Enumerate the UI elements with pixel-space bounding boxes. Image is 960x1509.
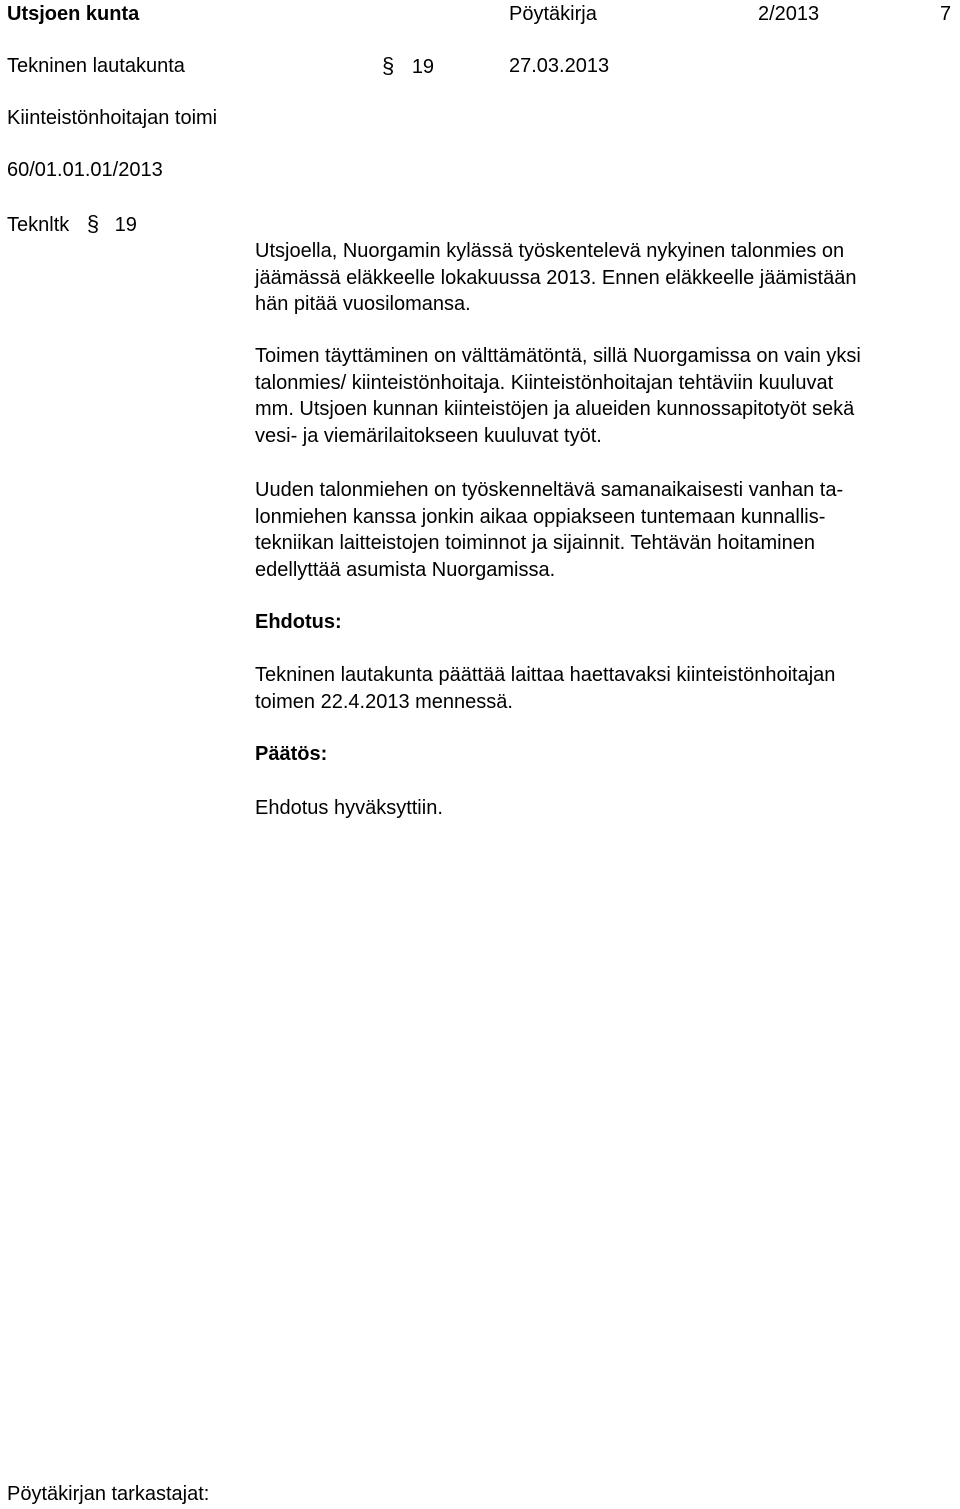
paragraph-requirements bbox=[255, 477, 955, 583]
previous-reference bbox=[7, 211, 137, 238]
paragraph-background bbox=[255, 238, 955, 318]
section-number: 19 bbox=[411, 56, 435, 78]
document-type: Pöytäkirja bbox=[509, 3, 597, 25]
reviewers-label: Pöytäkirjan tarkastajat: bbox=[7, 1483, 210, 1505]
matter-title: Kiinteistönhoitajan toimi bbox=[7, 107, 218, 129]
paragraph-line: hän pitää vuosilomansa. bbox=[255, 293, 471, 315]
paragraph-line: Toimen täyttäminen on välttämätöntä, sillä Nuorgamissa on vain yksi bbox=[255, 345, 861, 367]
page-number: 7 bbox=[940, 3, 952, 25]
paragraph-line: jäämässä eläkkeelle lokakuussa 2013. Ennen eläkkeelle jäämistään bbox=[255, 266, 857, 289]
paragraph-duties bbox=[255, 343, 955, 449]
paragraph-line: Utsjoella, Nuorgamin kylässä työskentelevä nykyinen talonmies on bbox=[255, 240, 845, 262]
municipality-name: Utsjoen kunta bbox=[7, 3, 140, 25]
paragraph-line: lonmiehen kanssa jonkin aikaa oppiakseen tuntemaan kunnallis- bbox=[255, 505, 826, 528]
reference-section-symbol: § bbox=[86, 211, 100, 236]
file-code: 60/01.01.01/2013 bbox=[7, 159, 163, 181]
decision-text: Ehdotus hyväksyttiin. bbox=[255, 797, 443, 819]
meeting-date: 27.03.2013 bbox=[509, 55, 610, 77]
committee-name: Tekninen lautakunta bbox=[7, 55, 185, 77]
reference-section-number: 19 bbox=[114, 214, 137, 236]
proposal-line: Tekninen lautakunta päättää laittaa haettavaksi kiinteistönhoitajan bbox=[255, 664, 836, 686]
paragraph-line: Uuden talonmiehen on työskenneltävä samanaikaisesti vanhan ta- bbox=[255, 479, 844, 501]
section-reference bbox=[382, 53, 434, 80]
reference-label: Teknltk bbox=[7, 214, 70, 236]
decision-heading: Päätös: bbox=[255, 743, 328, 765]
proposal-line: toimen 22.4.2013 mennessä. bbox=[255, 690, 513, 713]
proposal-heading: Ehdotus: bbox=[255, 611, 342, 633]
paragraph-line: tekniikan laitteistojen toiminnot ja sijainnit. Tehtävän hoitaminen bbox=[255, 532, 815, 554]
paragraph-line: vesi- ja viemärilaitokseen kuuluvat työt. bbox=[255, 424, 602, 447]
document-number: 2/2013 bbox=[758, 3, 820, 25]
paragraph-line: mm. Utsjoen kunnan kiinteistöjen ja alueiden kunnossapitotyöt sekä bbox=[255, 398, 855, 420]
paragraph-line: edellyttää asumista Nuorgamissa. bbox=[255, 558, 556, 581]
paragraph-line: talonmies/ kiinteistönhoitaja. Kiinteistönhoitajan tehtäviin kuuluvat bbox=[255, 371, 834, 394]
proposal-text bbox=[255, 662, 955, 715]
section-symbol: § bbox=[382, 53, 395, 78]
